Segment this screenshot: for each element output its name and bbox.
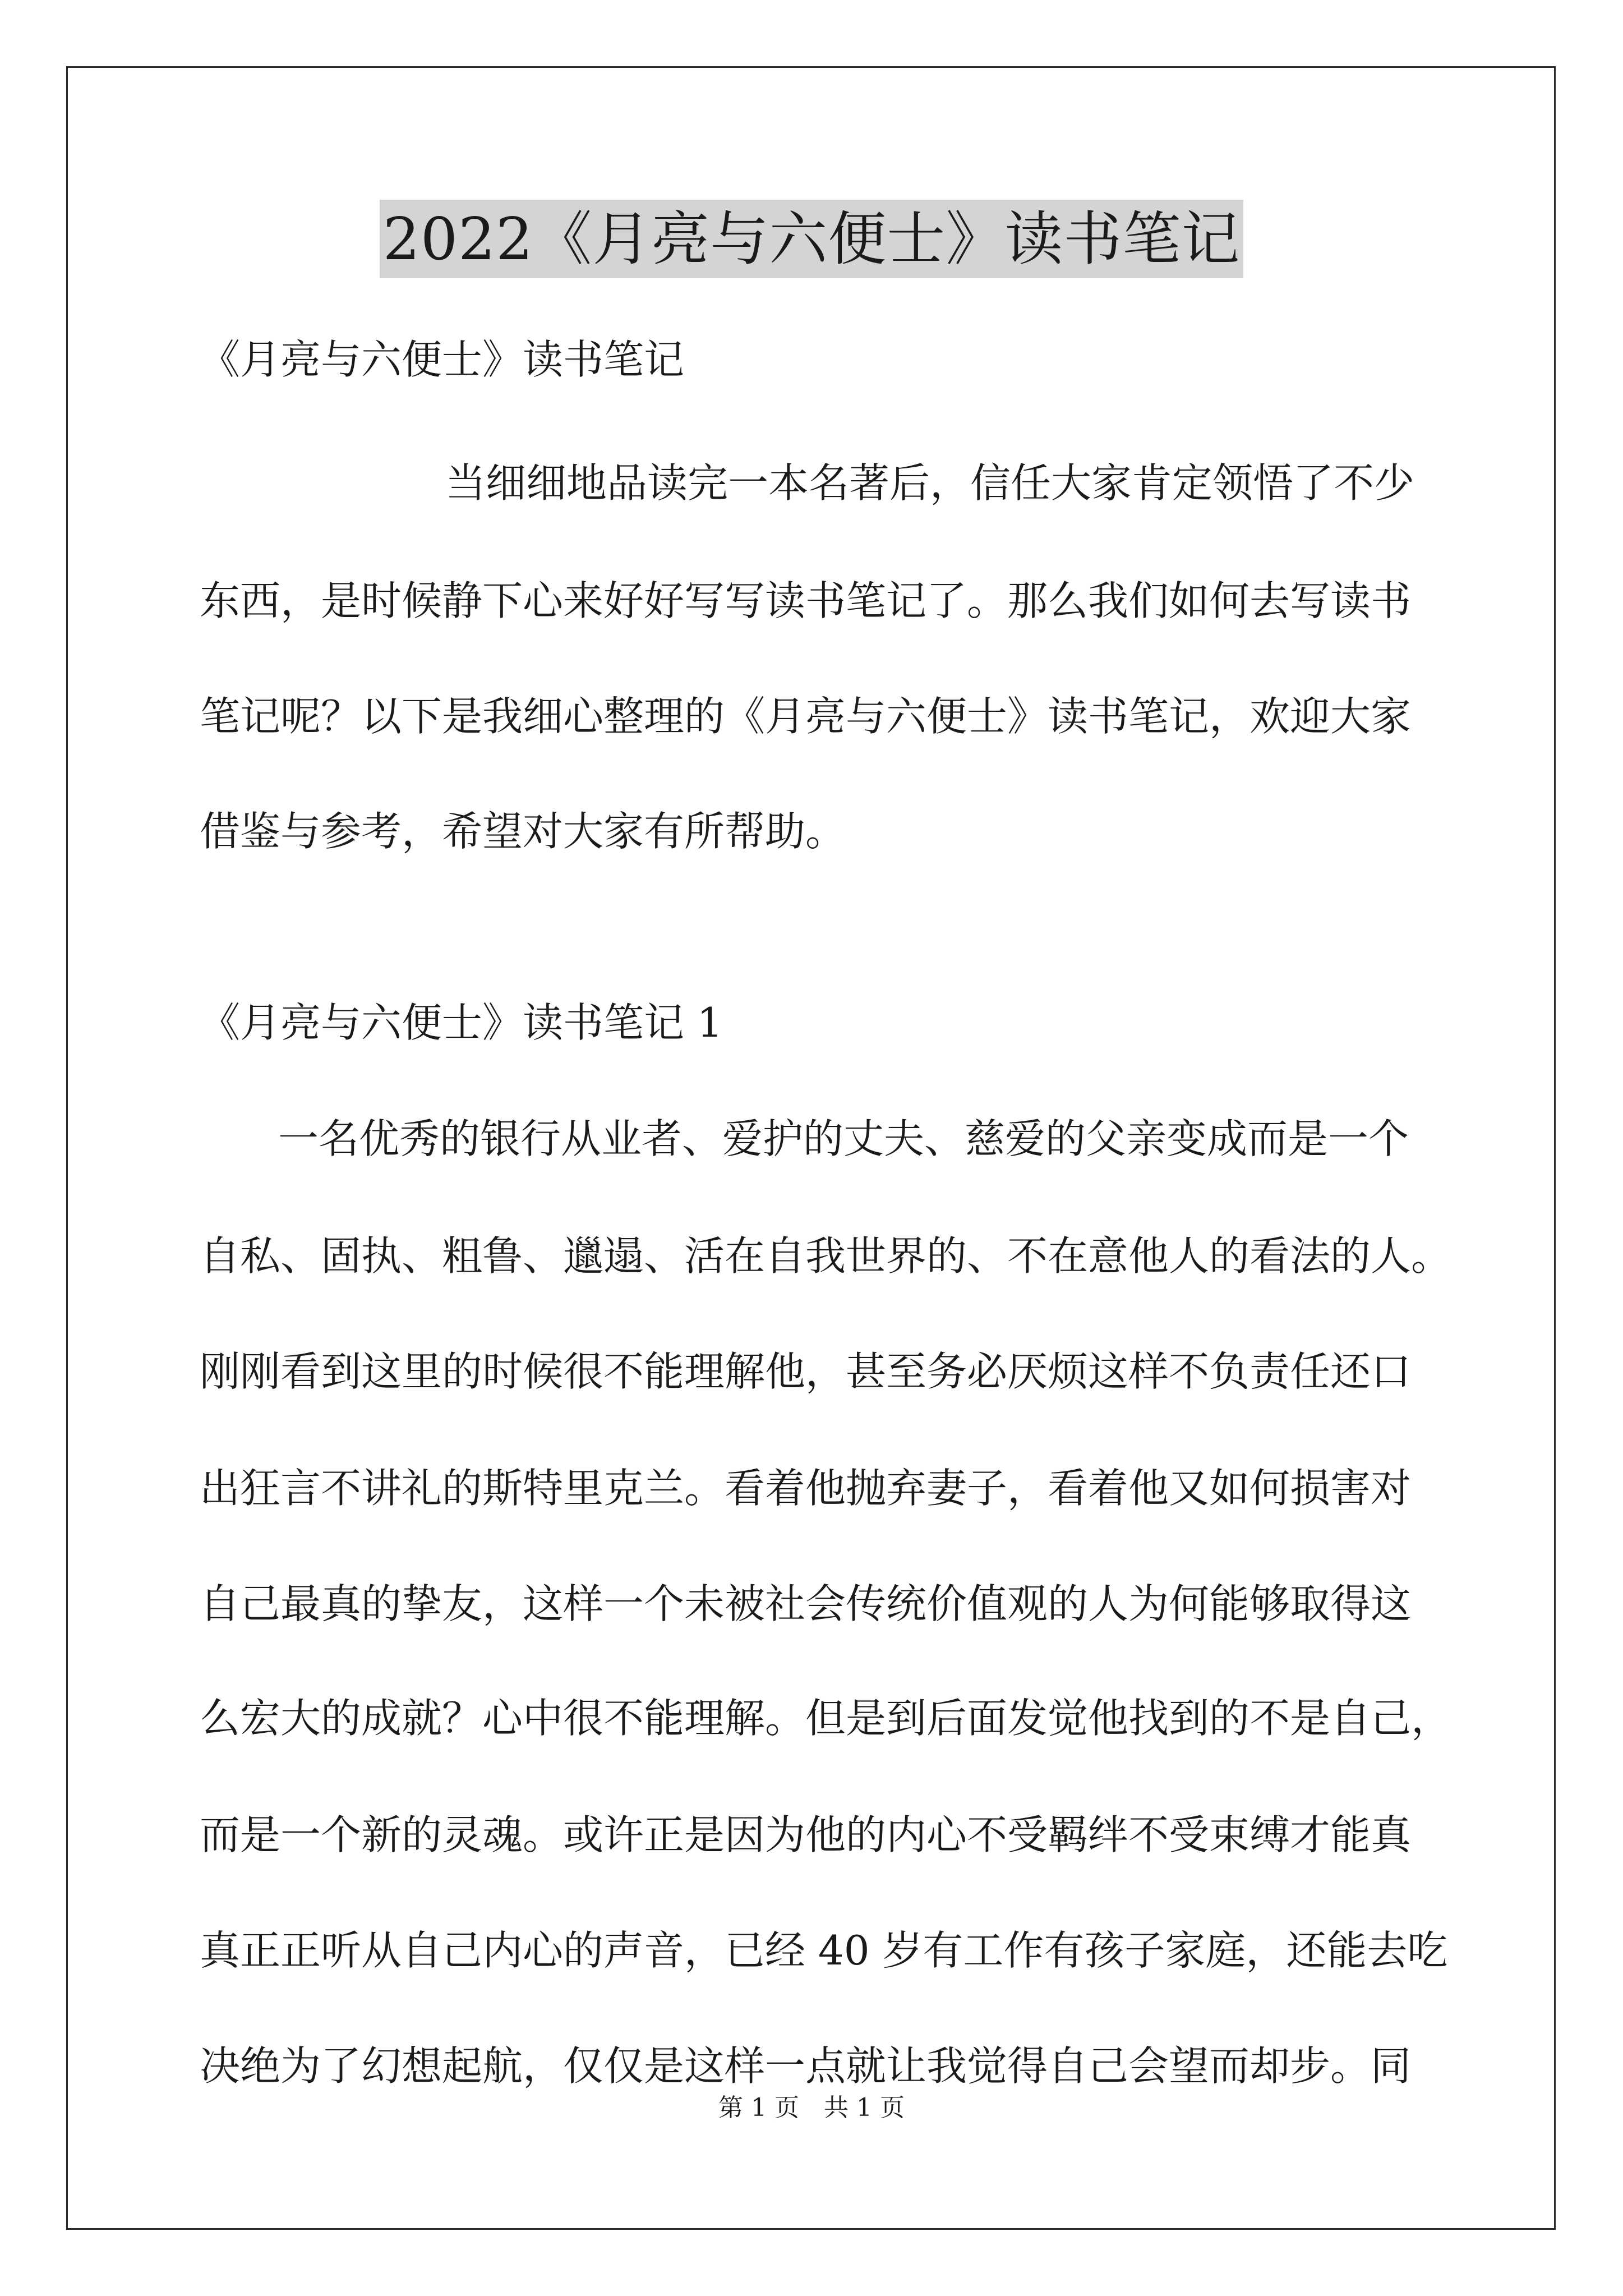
body-line: 真正正听从自己内心的声音，已经 40 岁有工作有孩子家庭，还能去吃 bbox=[200, 1927, 1448, 1974]
intro-line: 东西，是时候静下心来好好写写读书笔记了。那么我们如何去写读书 bbox=[200, 577, 1412, 624]
intro-line: 笔记呢？以下是我细心整理的《月亮与六便士》读书笔记，欢迎大家 bbox=[200, 693, 1412, 740]
body-line: 出狂言不讲礼的斯特里克兰。看着他抛弃妻子，看着他又如何损害对 bbox=[200, 1465, 1412, 1512]
intro-line: 当细细地品读完一本名著后，信任大家肯定领悟了不少 bbox=[445, 459, 1415, 507]
subtitle: 《月亮与六便士》读书笔记 bbox=[200, 336, 685, 383]
body-line: 自私、固执、粗鲁、邋遢、活在自我世界的、不在意他人的看法的人。 bbox=[200, 1232, 1452, 1280]
intro-line: 借鉴与参考，希望对大家有所帮助。 bbox=[200, 808, 846, 855]
body-line: 决绝为了幻想起航，仅仅是这样一点就让我觉得自己会望而却步。同 bbox=[200, 2042, 1412, 2090]
body-line: 自己最真的挚友，这样一个未被社会传统价值观的人为何能够取得这 bbox=[200, 1580, 1412, 1627]
section-heading: 《月亮与六便士》读书笔记 1 bbox=[200, 999, 723, 1046]
document-title: 2022《月亮与六便士》读书笔记 bbox=[380, 200, 1244, 278]
body-line: 刚刚看到这里的时候很不能理解他，甚至务必厌烦这样不负责任还口 bbox=[200, 1348, 1412, 1395]
body-line: 一名优秀的银行从业者、爱护的丈夫、慈爱的父亲变成而是一个 bbox=[278, 1115, 1409, 1162]
title-container bbox=[0, 200, 1623, 278]
body-line: 么宏大的成就？心中很不能理解。但是到后面发觉他找到的不是自己， bbox=[200, 1695, 1452, 1742]
page-footer: 第 1 页 共 1 页 bbox=[718, 2093, 905, 2122]
body-line: 而是一个新的灵魂。或许正是因为他的内心不受羁绊不受束缚才能真 bbox=[200, 1811, 1412, 1858]
